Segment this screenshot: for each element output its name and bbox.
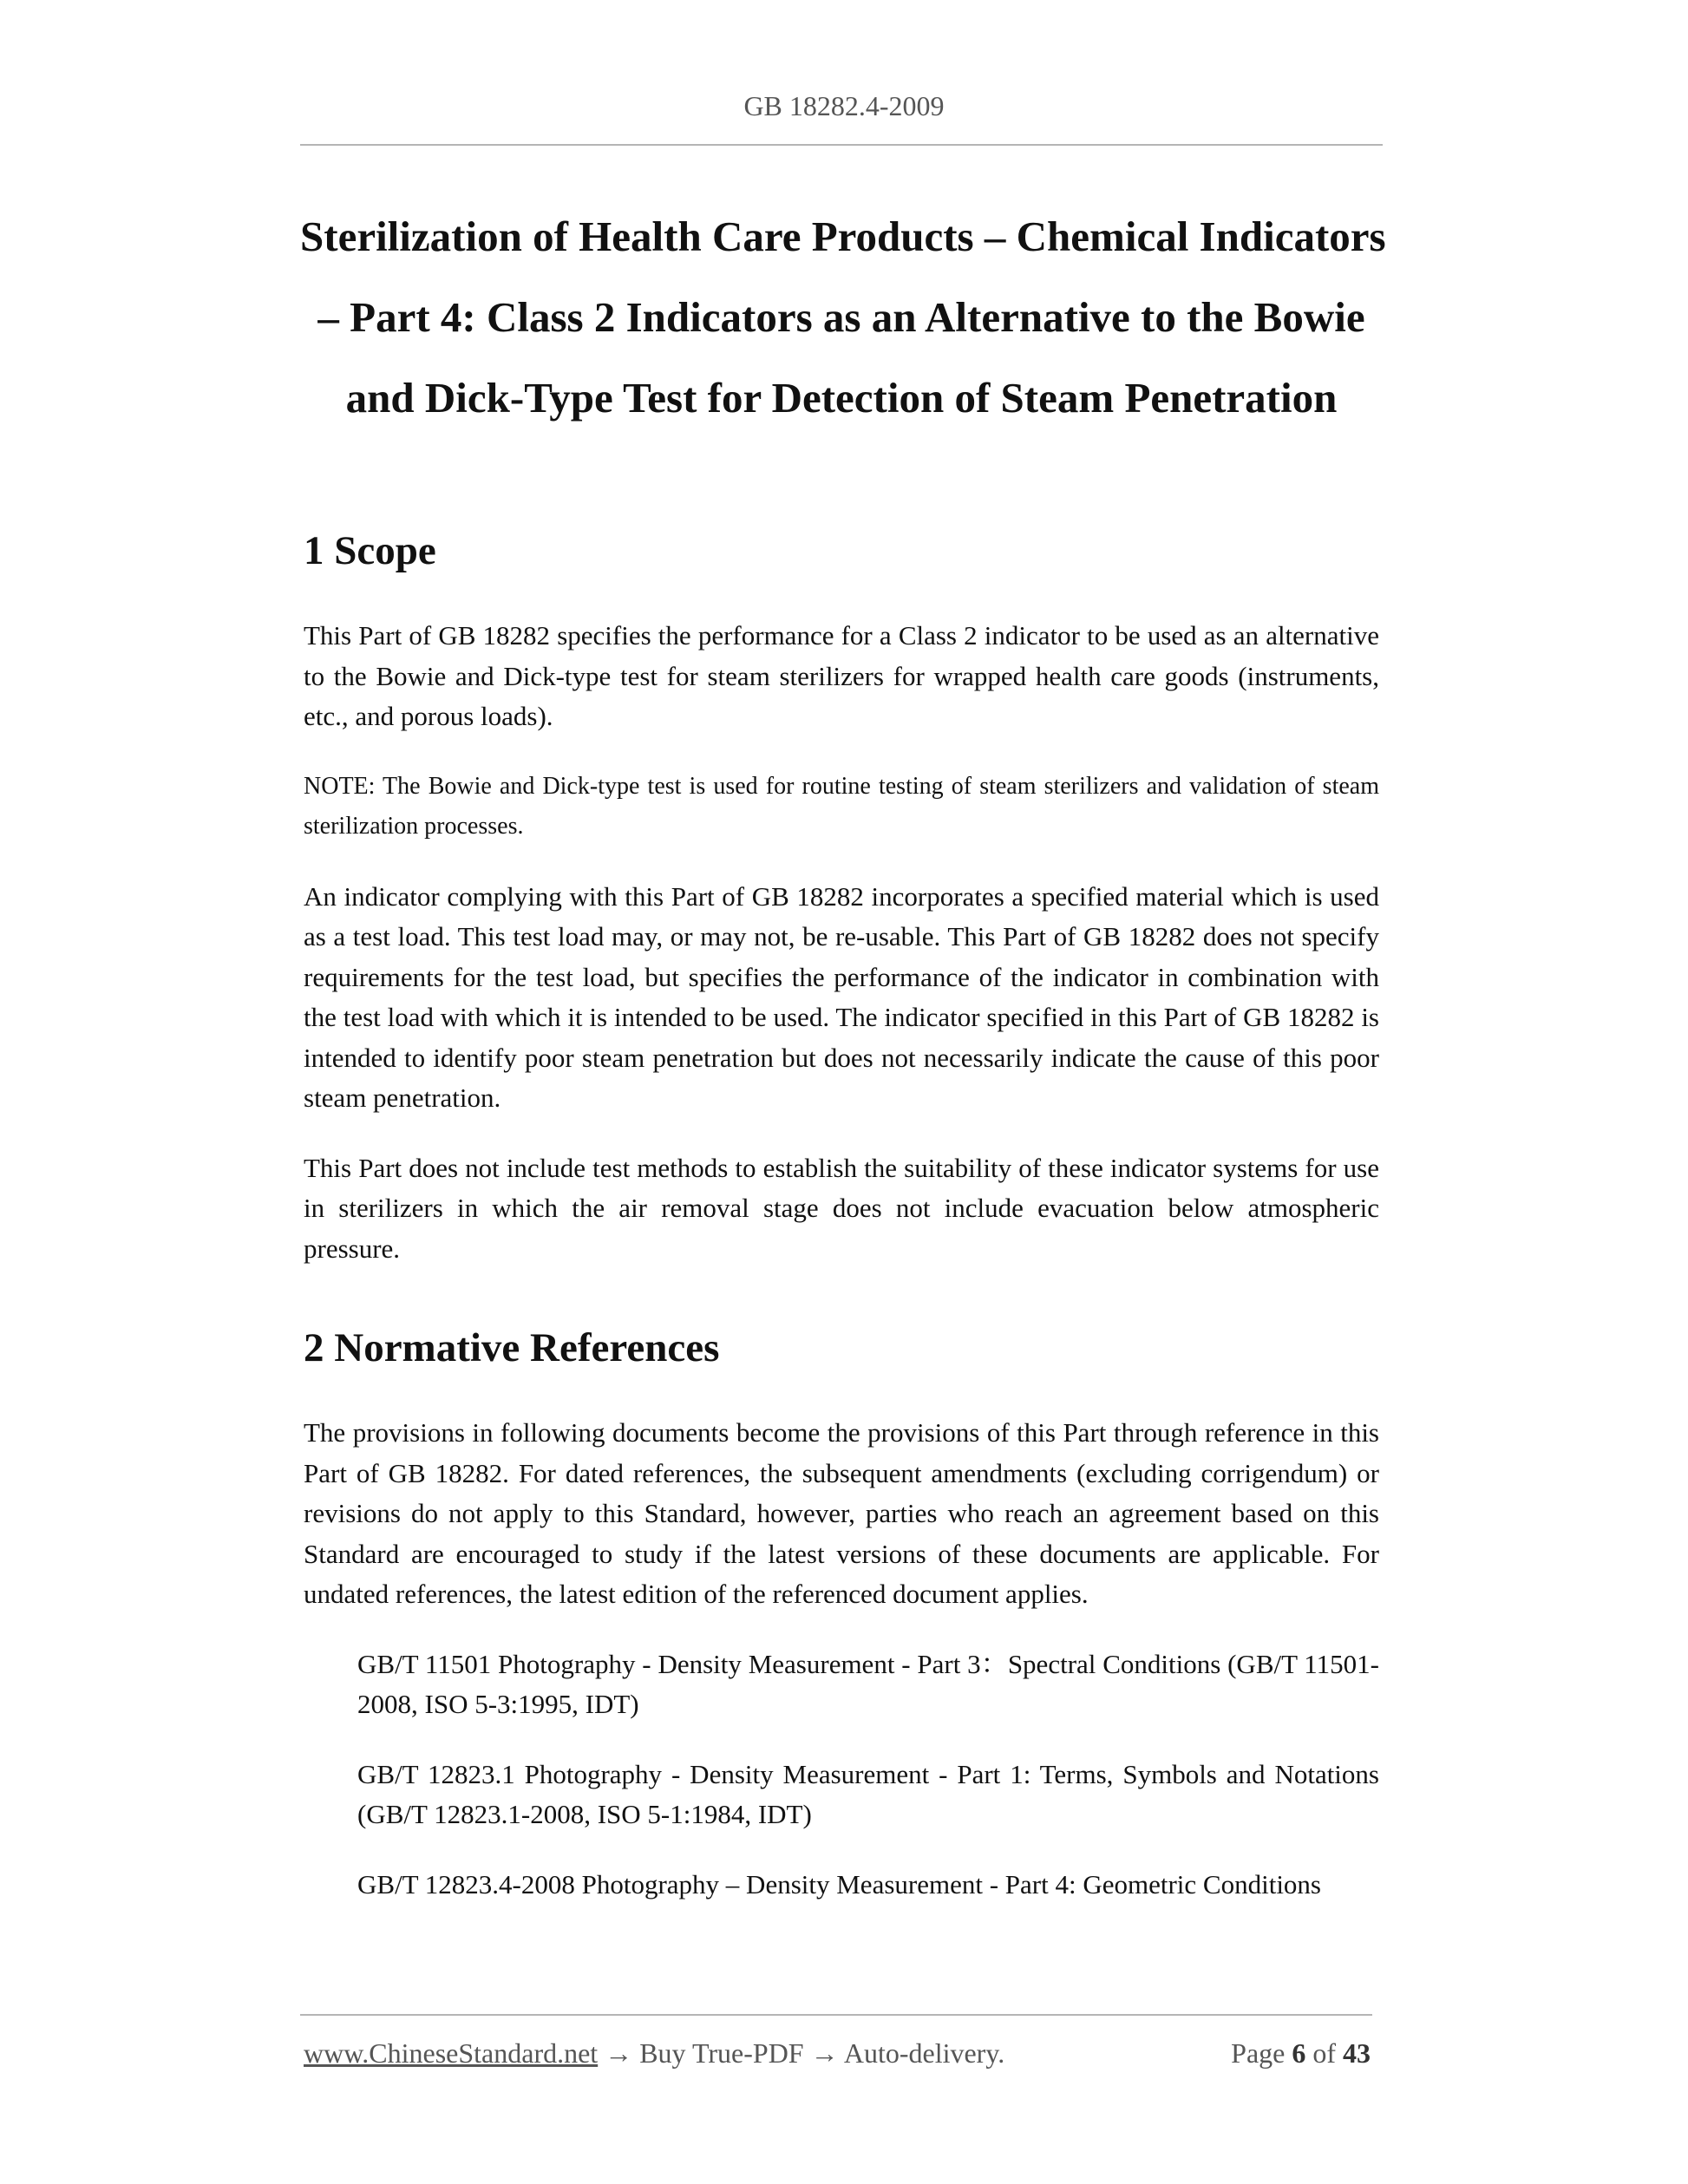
document-title [300, 196, 1386, 438]
title-line-3: and Dick-Type Test for Detection of Steam Penetration [345, 374, 1338, 422]
document-body [304, 512, 1379, 1905]
scope-paragraph-2: An indicator complying with this Part of GB 18282 incorporates a specified material which is used as a test load. This test load may, or may not, be re-usable. This Part of GB 18282 does not specify requirements for the test load, but specifies the performance of the indicator in combination with the test load with which it is intended to be used. The indicator specified in this Part of GB 18282 is intended to identify poor steam penetration but does not necessarily indicate the cause of this poor steam penetration. [304, 880, 1379, 1113]
title-line-2: – Part 4: Class 2 Indicators as an Alternative to the Bowie [317, 293, 1365, 341]
page-label: Page [1231, 2037, 1286, 2069]
page-of-label: of [1312, 2037, 1336, 2069]
page-current: 6 [1292, 2037, 1306, 2069]
reference-item-2: GB/T 12823.1 Photography - Density Measurement - Part 1: Terms, Symbols and Notations (GB/T 12823.1-2008, ISO 5-1:1984, IDT) [357, 1758, 1379, 1829]
scope-note: NOTE: The Bowie and Dick-type test is used for routine testing of steam sterilizers and validation of steam sterilization processes. [304, 772, 1379, 840]
footer-promo [304, 2033, 1004, 2073]
page-number [1231, 2033, 1371, 2073]
chinesestandard-link[interactable]: www.ChineseStandard.net [304, 2037, 599, 2069]
buy-true-pdf-text: Buy True-PDF [639, 2037, 804, 2069]
reference-item-1: GB/T 11501 Photography - Density Measurement - Part 3：Spectral Conditions (GB/T 11501-2008, ISO 5-3:1995, IDT) [357, 1648, 1379, 1719]
page-total: 43 [1343, 2037, 1371, 2069]
header-document-code: GB 18282.4-2009 [743, 90, 945, 121]
references-intro-paragraph: The provisions in following documents become the provisions of this Part through reference in this Part of GB 18282. For dated references, the subsequent amendments (excluding corrigendum) or revisions do not apply to this Standard, however, parties who reach an agreement based on this Standard are encouraged to study if the latest versions of these documents are applicable. For undated references, the latest edition of the referenced document applies. [304, 1417, 1379, 1609]
arrow-right-icon: → [810, 2037, 839, 2069]
scope-paragraph-3: This Part does not include test methods to establish the suitability of these indicator systems for use in sterilizers in which the air removal stage does not include evacuation below atmospheric pressure. [304, 1152, 1379, 1264]
section-heading-scope: 1 Scope [304, 528, 436, 573]
header-divider [300, 144, 1383, 146]
auto-delivery-text: Auto-delivery. [843, 2037, 1005, 2069]
arrow-right-icon: → [605, 2037, 633, 2069]
footer-divider [300, 2014, 1372, 2016]
reference-item-3: GB/T 12823.4-2008 Photography – Density Measurement - Part 4: Geometric Conditions [357, 1868, 1321, 1900]
section-heading-normative-references: 2 Normative References [304, 1325, 720, 1370]
scope-paragraph-1: This Part of GB 18282 specifies the performance for a Class 2 indicator to be used as an alternative to the Bowie and Dick-type test for steam sterilizers for wrapped health care goods (instruments, etc., and porous loads). [304, 620, 1379, 731]
title-line-1: Sterilization of Health Care Products – Chemical Indicators [300, 213, 1386, 260]
